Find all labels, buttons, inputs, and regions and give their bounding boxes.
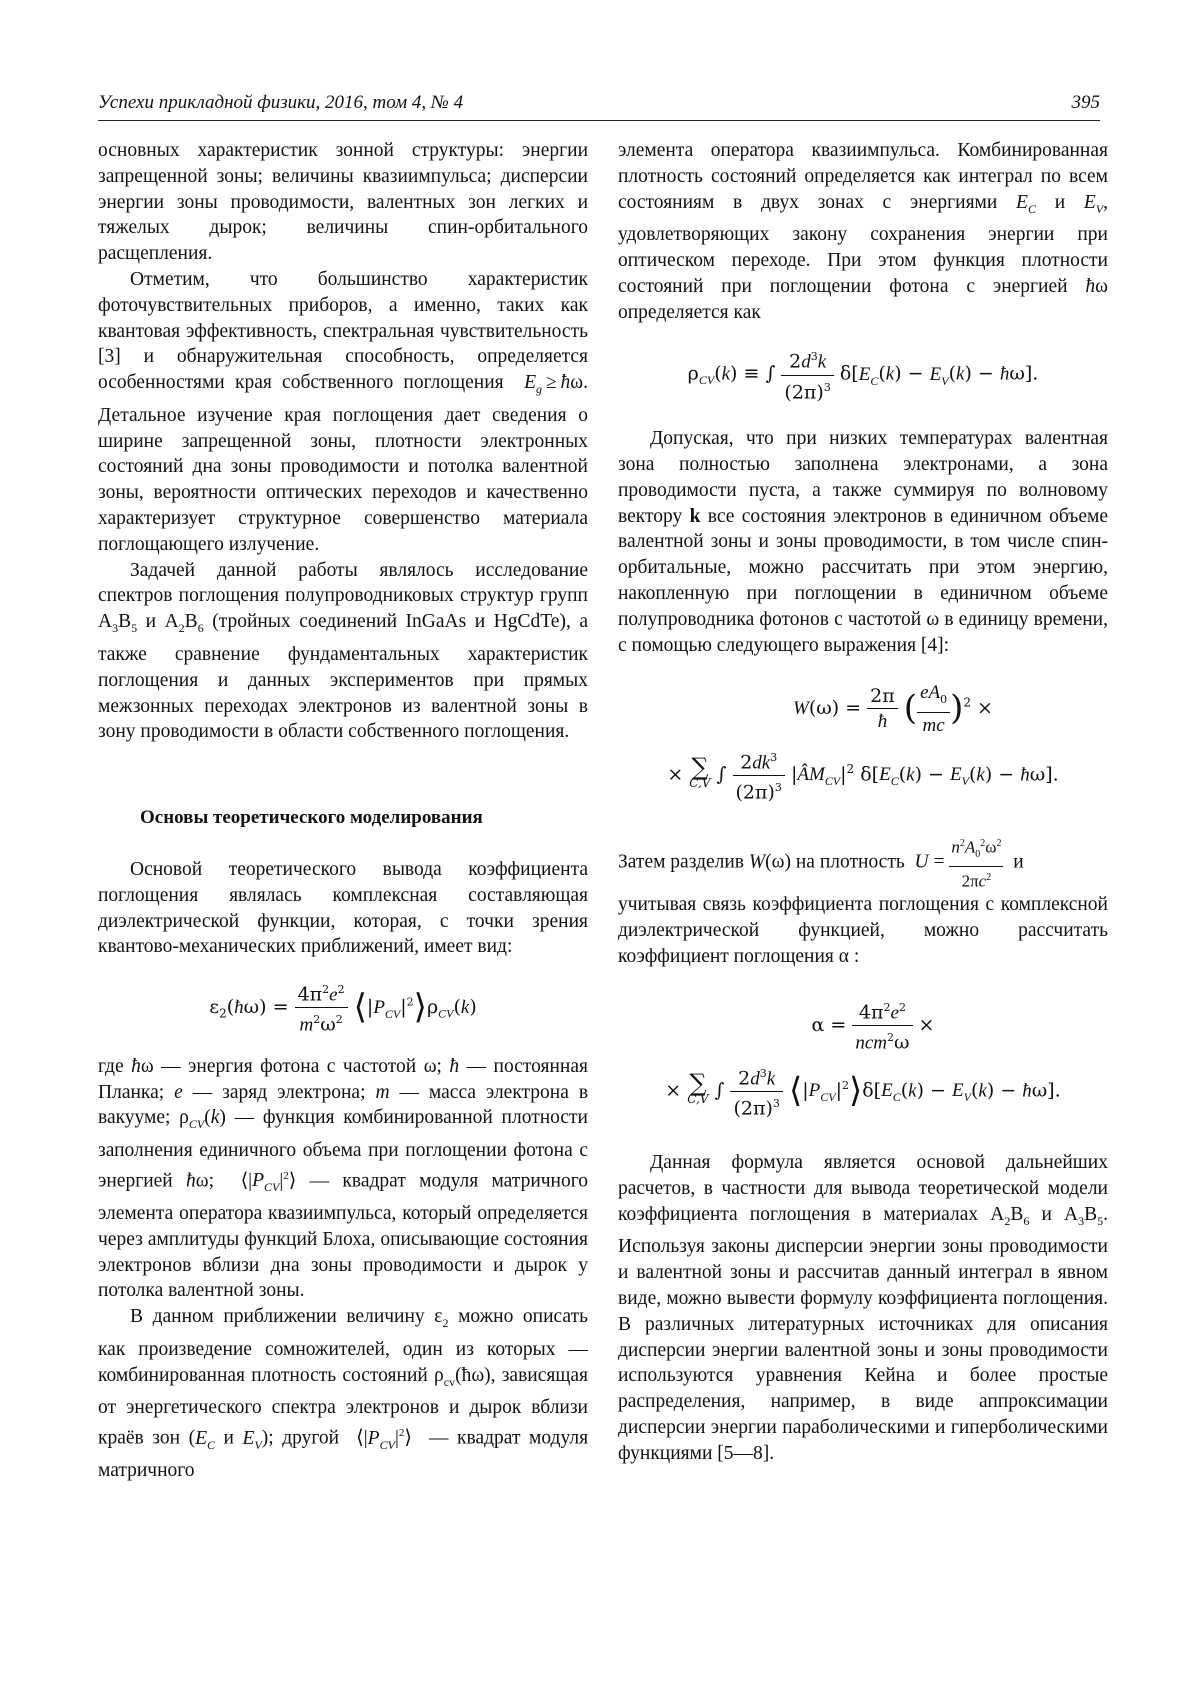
paragraph: где ħω — энергия фотона с частотой ω; ħ — постоянная Планка; e — заряд электрона; m — масса электрона в вакууме; $\rho_{CV}(k)$ — функция комбинированной плотности заполнения единичного объема при поглощении фотона с энергией ħω; $⟨|P_{CV}|^2⟩$ — квадрат модуля матричного элемента оператора квазиимпульса, который определяется через амплитуды функций Блоха, описывающие состояния электронов вблизи дна зоны проводимости и дырок у потолка валентной зоны. (98, 1055, 589, 1302)
paragraph: В данном приближении величину $\varepsilon_2$ можно описать как произведение сомножителей, один из которых — комбинированная плотность состояний $\rho_{cv}(ħ\omega)$, зависящая от энергетического спектра электронов и дырок вблизи краёв зон ($E_C$ и $E_V$); другой $⟨|P_{CV}|^2⟩$ — квадрат модуля матричного (98, 1306, 589, 1482)
section-heading: Основы теоретического моделирования (140, 807, 483, 829)
paragraph: Задачей данной работы являлось исследование спектров поглощения полупроводниковых структур групп $A_3B_5$ и $A_2B_6$ (тройных соединений InGaAs и HgCdTe), а также сравнение фундаментальных характеристик поглощения и данных экспериментов при прямых межзонных переходах электронов из валентной зоны в зону проводимости в области собственного поглощения. (98, 559, 588, 743)
equation-alpha-1: α = $\frac{4\pi^2e^2}{ncm^2\omega}$ × (618, 996, 1108, 1056)
equation-w-omega-1: W(ω) = $\frac{2\pi}{ħ}$ ( $\frac{eA_0}{mc}$ )$^2$ × (793, 682, 993, 737)
paragraph: учитывая связь коэффициента поглощения с комплексной диэлектрической функцией, можно рассчитать коэффициент поглощения α : (618, 894, 1108, 968)
equation-rho-cv: $\rho_{CV}(k)$ ≡ ∫ $\frac{2d^3k}{(2\pi)^3}$ $\delta[E_C(k) - E_V(k)$ − ħω]. (618, 345, 1108, 404)
page-number: 395 (1071, 92, 1100, 113)
paragraph: Отметим, что большинство характеристик фоточувствительных приборов, а именно, таких как квантовая эффективность, спектральная чувствительность [3] и обнаружительная способность, определяется особенностями края собственного поглощения $E_g$ ≥ ħω. Детальное изучение края поглощения дает сведения о ширине запрещенной зоны, плотности электронных состояний дна зоны проводимости и потолка валентной зоны, вероятности оптических переходов и качественно характеризует структурное совершенство материала поглощающего излучение. (98, 268, 589, 555)
equation-alpha-2: × ∑ C,V ∫ $\frac{2d^3k}{(2\pi)^3}$ $⟨|P_{CV}|^2⟩\delta[E_C(k) - E_V(k)$ − ħω]. (618, 1062, 1108, 1121)
left-column (98, 138, 588, 1484)
running-header (98, 86, 1100, 121)
equation-epsilon2: $\varepsilon_2(ħ\omega)$ = $\frac{4\pi^2e^2}{m^2\omega^2}$ $⟨|P_{CV}|^2⟩\rho_{CV}(k)$ (98, 978, 588, 1038)
journal-title: Успехи прикладной физики, 2016, том 4, № 4 (98, 92, 464, 113)
paragraph: Основой теоретического вывода коэффициента поглощения являлась комплексная составляющая диэлектрической функции, которая, с точки зрения квантово-механических приближений, имеет вид: (98, 858, 588, 958)
equation-w-omega-2: × ∑ C,V ∫ $\frac{2dk^3}{(2\pi)^3}$ $|ÂM_{CV}|^2$ $\delta[E_C(k) - E_V(k)$ − ħω]. (618, 746, 1108, 805)
paragraph: Допуская, что при низких температурах валентная зона полностью заполнена электронами, а зона проводимости пуста, а также суммируя по волновому вектору k все состояния электронов в единичном объеме валентной зоны и зоны проводимости, в том числе спин-орбитальные, можно рассчитать при этом энергию, накопленную при поглощении в единичном объеме полупроводника фотонов с частотой ω в единицу времени, с помощью следующего выражения [4]: (618, 428, 1108, 656)
right-column (618, 138, 1108, 1467)
paragraph: элемента оператора квазиимпульса. Комбинированная плотность состояний определяется как интеграл по всем состояниям в двух зонах с энергиями $E_C$ и $E_V$, удовлетворяющих закону сохранения энергии при оптическом переходе. При этом функция плотности состояний при поглощении фотона с энергией ħω определяется как (618, 140, 1108, 323)
paragraph: Затем разделив W(ω) на плотность U = $\frac{n^2A_0^2\omega^2}{2\pi c^2}$ и (618, 833, 1108, 893)
paragraph: Данная формула является основой дальнейших расчетов, в частности для вывода теоретической модели коэффициента поглощения в материалах $A_2B_6$ и $A_3B_5$. Используя законы дисперсии энергии зоны проводимости и валентной зоны и рассчитав данный интеграл в явном виде, можно вывести формулу коэффициента поглощения. В различных литературных источниках для описания дисперсии энергии валентной зоны и зоны проводимости используются уравнения Кейна и более простые распределения, например, в виде аппроксимации дисперсии энергии параболическими и гиперболическими функциями [5—8]. (618, 1152, 1108, 1464)
paragraph: основных характеристик зонной структуры: энергии запрещенной зоны; величины квазиимпульса; дисперсии энергии зоны проводимости, валентных зон легких и тяжелых дырок; величины спин-орбитального расщепления. (98, 140, 588, 265)
